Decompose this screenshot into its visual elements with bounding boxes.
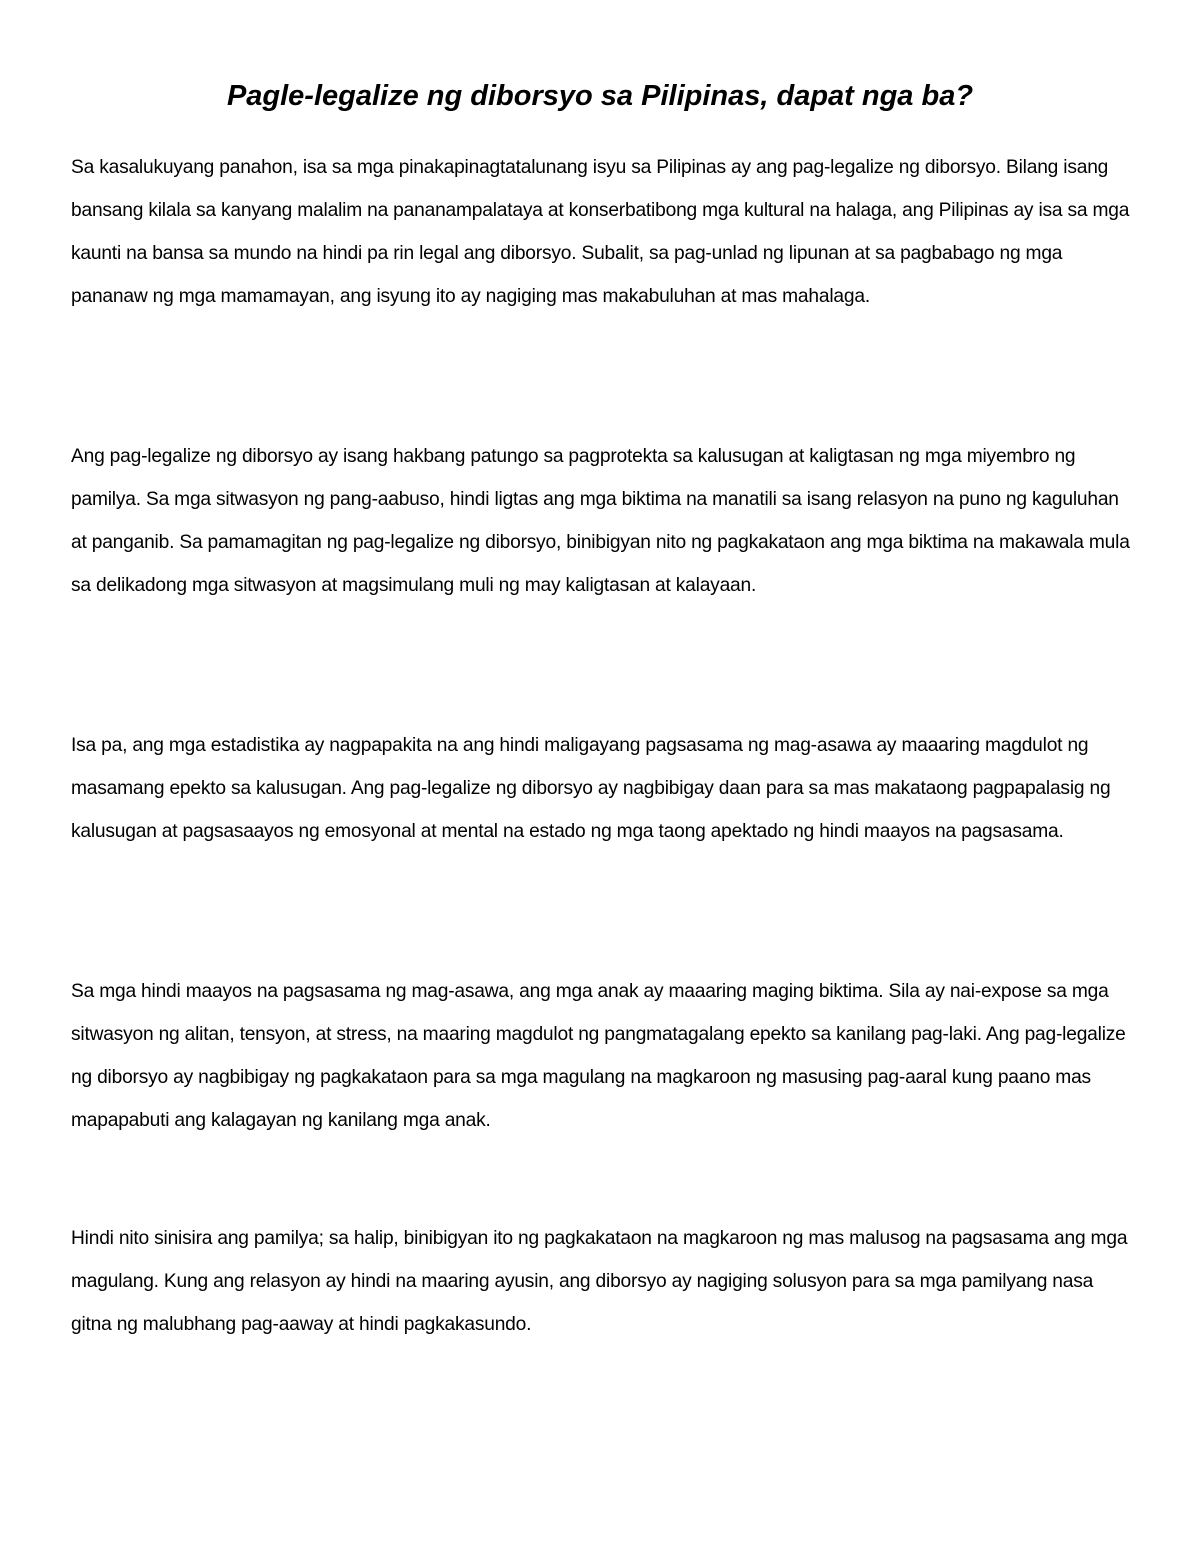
paragraph-2: Ang pag-legalize ng diborsyo ay isang hakbang patungo sa pagprotekta sa kalusugan at kaligtasan ng mga miyembro ng pamilya. Sa mga sitwasyon ng pang-aabuso, hindi ligtas ang mga biktima na manatili sa isang relasyon na puno ng kaguluhan at panganib. Sa pamamagitan ng pag-legalize ng diborsyo, binibigyan nito ng pagkakataon ang mga biktima na makawala mula sa delikadong mga sitwasyon at magsimulang muli ng may kaligtasan at kalayaan. [71,446,1130,596]
document-title: Pagle-legalize ng diborsyo sa Pilipinas, dapat nga ba? [226,80,974,112]
paragraph-5: Hindi nito sinisira ang pamilya; sa halip, binibigyan ito ng pagkakataon na magkaroon ng mas malusog na pagsasama ang mga magulang. Kung ang relasyon ay hindi na maaring ayusin, ang diborsyo ay nagiging solusyon para sa mga pamilyang nasa gitna ng malubhang pag-aaway at hindi pagkakasundo. [71,1228,1128,1335]
paragraph-4: Sa mga hindi maayos na pagsasama ng mag-asawa, ang mga anak ay maaaring maging biktima. Sila ay nai-expose sa mga sitwasyon ng alitan, tensyon, at stress, na maaring magdulot ng pangmatagalang epekto sa kanilang pag-laki. Ang pag-legalize ng diborsyo ay nagbibigay ng pagkakataon para sa mga magulang na magkaroon ng masusing pag-aaral kung paano mas mapapabuti ang kalagayan ng kanilang mga anak. [71,981,1126,1131]
paragraph-1: Sa kasalukuyang panahon, isa sa mga pinakapinagtatalunang isyu sa Pilipinas ay ang pag-legalize ng diborsyo. Bilang isang bansang kilala sa kanyang malalim na pananampalataya at konserbatibong mga kultural na halaga, ang Pilipinas ay isa sa mga kaunti na bansa sa mundo na hindi pa rin legal ang diborsyo. Subalit, sa pag-unlad ng lipunan at sa pagbabago ng mga pananaw ng mga mamamayan, ang isyung ito ay nagiging mas makabuluhan at mas mahalaga. [71,157,1130,307]
paragraph-3: Isa pa, ang mga estadistika ay nagpapakita na ang hindi maligayang pagsasama ng mag-asawa ay maaaring magdulot ng masamang epekto sa kalusugan. Ang pag-legalize ng diborsyo ay nagbibigay daan para sa mas makataong pagpapalasig ng kalusugan at pagsasaayos ng emosyonal at mental na estado ng mga taong apektado ng hindi maayos na pagsasama. [71,735,1111,842]
